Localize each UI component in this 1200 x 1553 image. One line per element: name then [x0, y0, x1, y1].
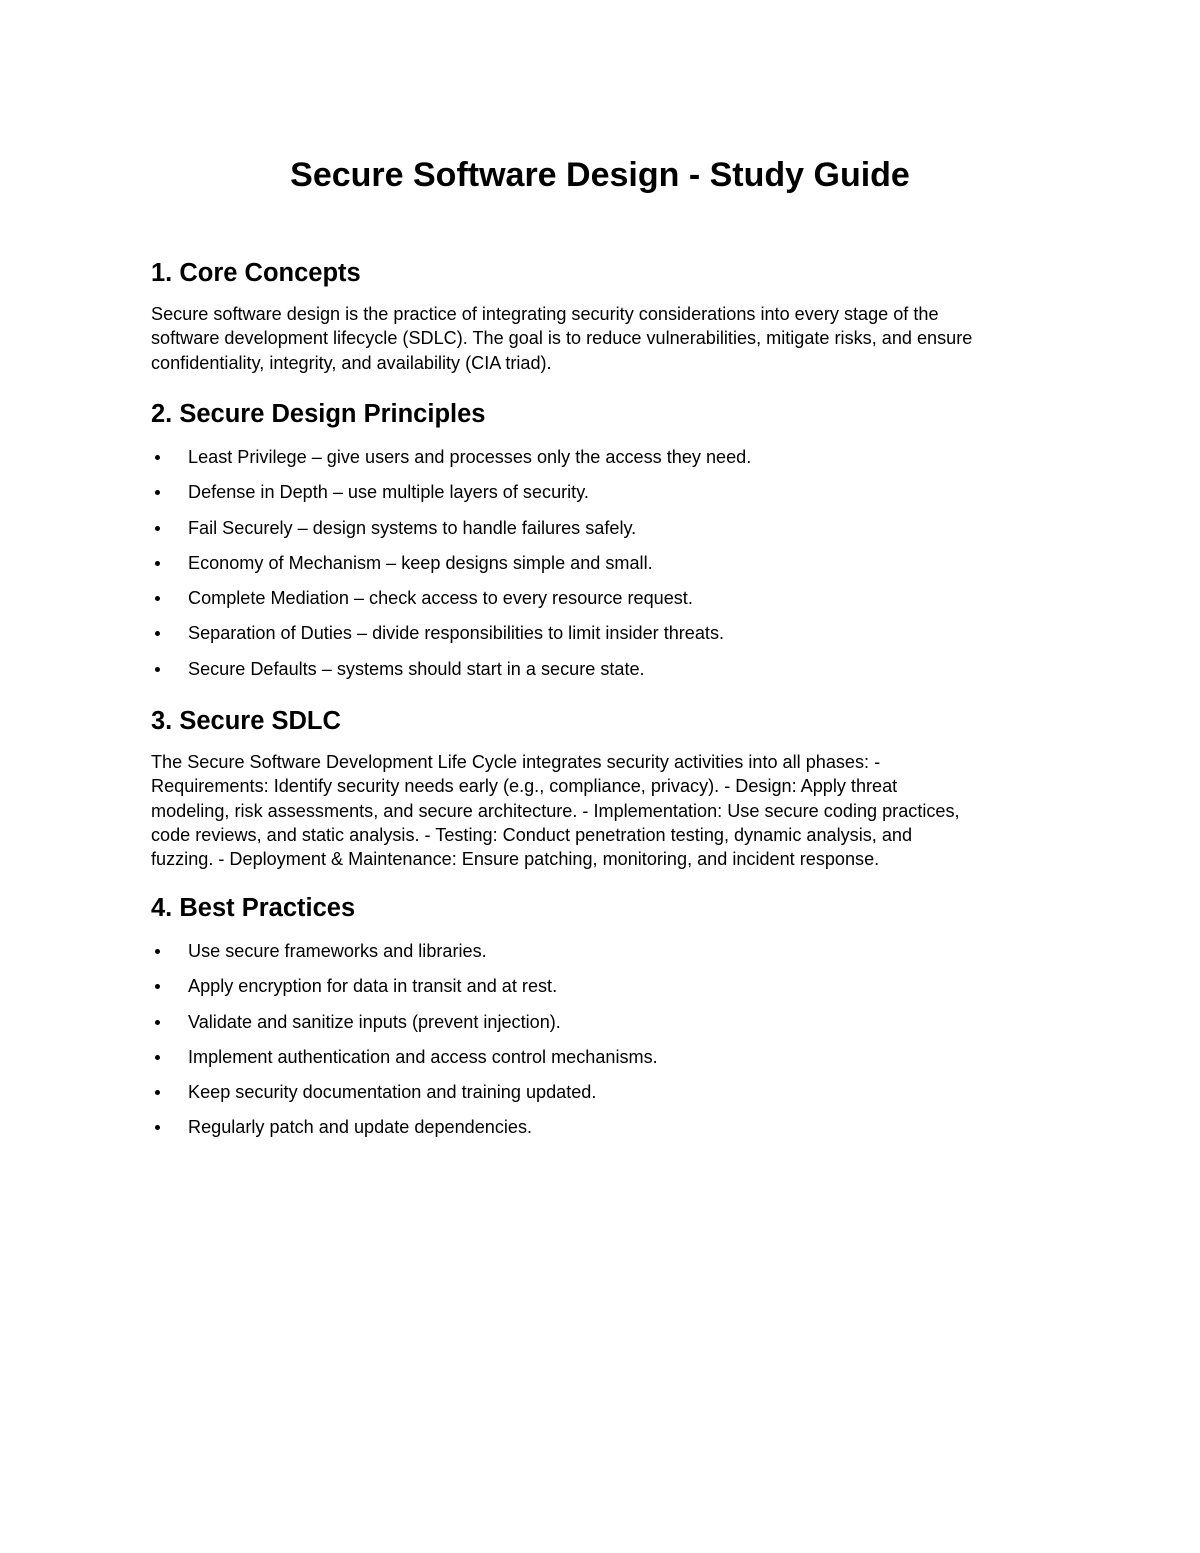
bullet-icon	[155, 561, 160, 566]
section-heading-best-practices: 4. Best Practices	[151, 894, 356, 922]
list-item	[151, 1010, 1051, 1045]
list-item	[151, 621, 1051, 656]
bullet-icon	[155, 1020, 160, 1025]
list-item-text: Apply encryption for data in transit and at rest.	[188, 976, 558, 997]
bullet-icon	[155, 1055, 160, 1060]
bullet-icon	[155, 984, 160, 989]
list-item-text: Use secure frameworks and libraries.	[188, 941, 487, 961]
design-principles-list	[151, 445, 1051, 692]
paragraph-line: The Secure Software Development Life Cycle integrates security activities into all phases: -	[151, 752, 881, 772]
paragraph-line: Secure software design is the practice of integrating security considerations into every stage of the	[151, 304, 939, 324]
list-item	[151, 516, 1051, 551]
bullet-icon	[155, 455, 160, 460]
list-item-text: Economy of Mechanism – keep designs simple and small.	[188, 552, 653, 573]
section-heading-design-principles: 2. Secure Design Principles	[151, 400, 486, 428]
list-item	[151, 1045, 1051, 1080]
list-item-text: Secure Defaults – systems should start in a secure state.	[188, 658, 645, 679]
bullet-icon	[155, 1090, 160, 1095]
list-item	[151, 1115, 1051, 1150]
list-item-text: Implement authentication and access control mechanisms.	[188, 1046, 658, 1067]
list-item	[151, 1080, 1051, 1115]
bullet-icon	[155, 526, 160, 531]
section-heading-secure-sdlc: 3. Secure SDLC	[151, 707, 341, 735]
core-concepts-paragraph	[151, 302, 1051, 375]
list-item	[151, 551, 1051, 586]
list-item-text: Least Privilege – give users and processes only the access they need.	[188, 447, 752, 467]
bullet-icon	[155, 631, 160, 636]
paragraph-line: code reviews, and static analysis. - Testing: Conduct penetration testing, dynamic analysis, and	[151, 824, 913, 845]
bullet-icon	[155, 949, 160, 954]
list-item-text: Separation of Duties – divide responsibilities to limit insider threats.	[188, 623, 725, 644]
list-item	[151, 445, 1051, 480]
list-item-text: Regularly patch and update dependencies.	[188, 1117, 533, 1138]
list-item-text: Validate and sanitize inputs (prevent injection).	[188, 1011, 561, 1032]
secure-sdlc-paragraph	[151, 750, 1051, 871]
page-title: Secure Software Design - Study Guide	[290, 156, 910, 194]
paragraph-line: confidentiality, integrity, and availability (CIA triad).	[151, 352, 552, 373]
list-item	[151, 480, 1051, 515]
list-item-text: Complete Mediation – check access to every resource request.	[188, 588, 693, 609]
list-item	[151, 657, 1051, 692]
paragraph-line: software development lifecycle (SDLC). The goal is to reduce vulnerabilities, mitigate risks, and ensure	[151, 328, 973, 349]
list-item-text: Fail Securely – design systems to handle failures safely.	[188, 517, 637, 538]
bullet-icon	[155, 667, 160, 672]
paragraph-line: Requirements: Identify security needs early (e.g., compliance, privacy). - Design: Apply threat	[151, 776, 898, 797]
list-item	[151, 586, 1051, 621]
best-practices-list	[151, 939, 1051, 1151]
list-item-text: Keep security documentation and training updated.	[188, 1082, 597, 1103]
section-heading-core-concepts: 1. Core Concepts	[151, 259, 361, 287]
paragraph-line: fuzzing. - Deployment & Maintenance: Ensure patching, monitoring, and incident response.	[151, 849, 880, 870]
paragraph-line: modeling, risk assessments, and secure architecture. - Implementation: Use secure coding practices,	[151, 800, 960, 821]
list-item-text: Defense in Depth – use multiple layers of security.	[188, 482, 589, 503]
bullet-icon	[155, 1125, 160, 1130]
bullet-icon	[155, 490, 160, 495]
bullet-icon	[155, 596, 160, 601]
list-item	[151, 939, 1051, 974]
list-item	[151, 974, 1051, 1009]
